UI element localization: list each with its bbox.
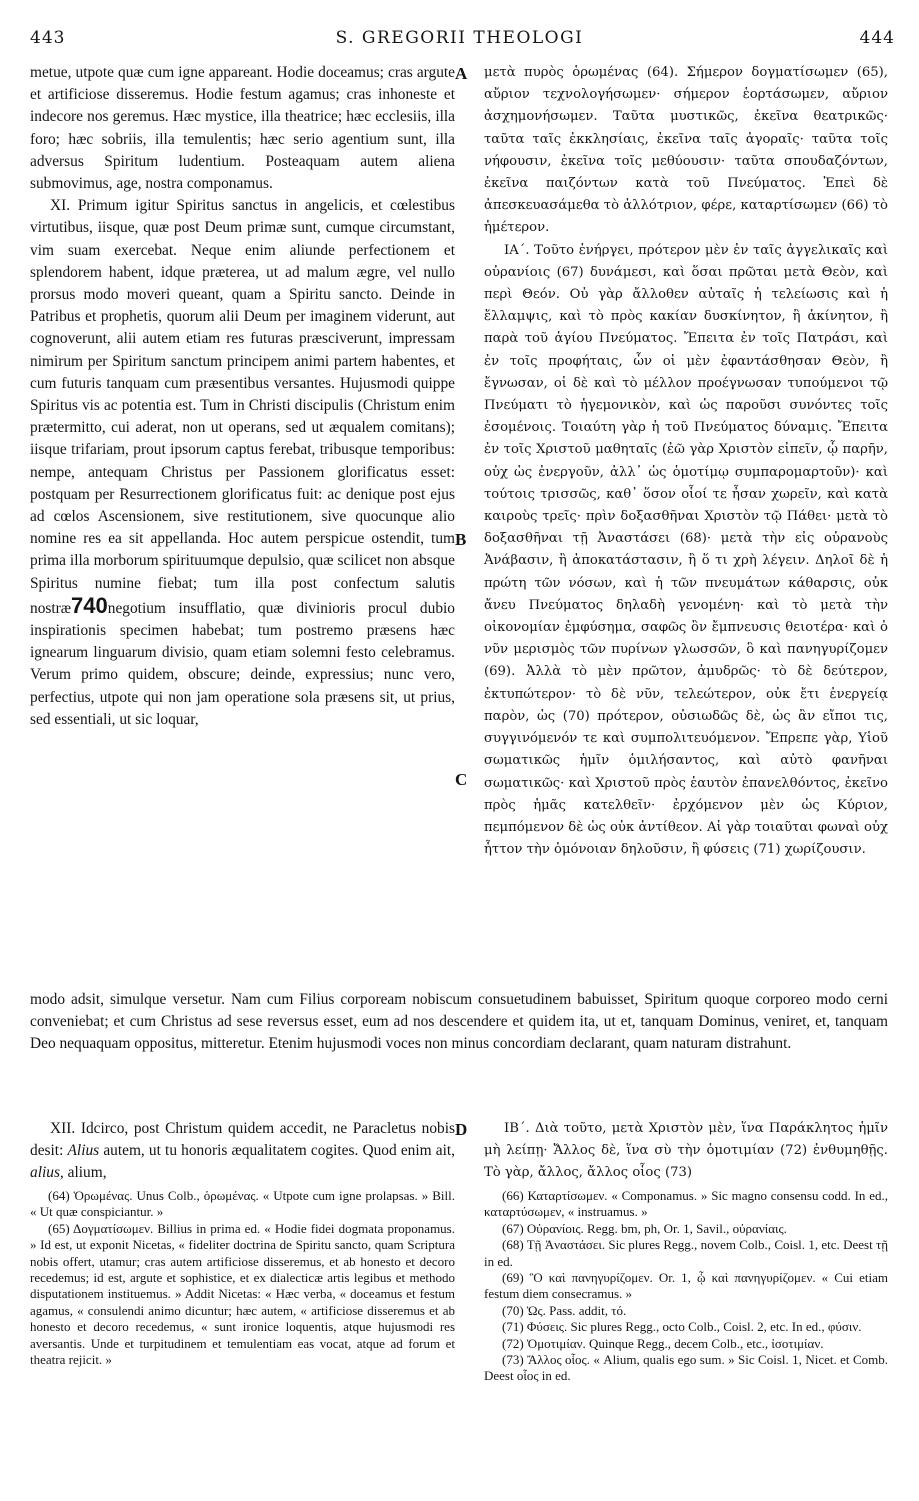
latin-xi-text-before: XI. Primum igitur Spiritus sanctus in angelicis, et cœlestibus virtutibus, iisque, quæ post Deum primæ sunt, cumque circumstant, vim suam exercebat. Neque enim aliunde perfectionem et splendorem habent, idque præterea, ut ad malum ægre, vel nullo prorsus modo moveri queant, quam a Spiritu sancto. Deinde in Patribus et prophetis, quorum alii Deum per imaginem viderunt, aut cognoverunt, alii autem etiam res futuras præsciverunt, impressam nimirum per Spiritum sanctum principem animi partem habentes, et cum futuris tanquam cum præsentibus versantes. Hujusmodi quippe Spiritus vis ac potentia est. Tum in Christi discipulis (Christum enim prætermitto, cui aderat, non ut operans, sed ut æqualem comitans); iisque trifariam, prout ipsorum captus ferebat, tribusque temporibus: nempe, antequam Christus per Passionem glorificatus esset: postquam per Resurrectionem glorificatus fuit: ac denique post ejus ad cœlos Ascensionem, sive restitutionem, sive quocunque alio nomine res ea sit appellanda. Hoc autem perspicue ostendit, tum prima illa morborum spirituumque depulsio, quæ scilicet non absque Spiritus numine fiebat; tum illa post confectum salutis nostræ	[30, 197, 455, 617]
footnote-69: (69) Ὃ καὶ πανηγυρίζομεν. Or. 1, ᾧ καὶ πανηγυρίζομεν. « Cui etiam festum diem consecramus. »	[484, 1270, 888, 1302]
migne-column-number: 740	[71, 592, 108, 618]
footnote-64: (64) Ὁρωμένας. Unus Colb., ὁρωμένας. « Utpote cum igne prolapsas. » Bill. « Ut quæ conspiciantur. »	[30, 1188, 455, 1220]
latin-xii-text-b: autem, ut tu honoris æqualitatem cogites. Quod enim ait,	[103, 1142, 455, 1160]
latin-xi-text-after: negotium insufflatio, quæ divinioris procul dubio inspirationis specimen habebat; tum postremo præsens hæc ignearum linguarum divisio, quam etiam solemni festo celebramus. Verum primo quidem, obscure; deinde, expressius; nunc vero, perfectius, utpote qui non jam operatione sola præsens sit, ut prius, sed essentiali, ut sic loquar,	[30, 599, 455, 728]
footnote-71: (71) Φύσεις. Sic plures Regg., octo Colb., Coisl. 2, etc. In ed., φύσιν.	[502, 1319, 862, 1335]
margin-marker-c: C	[455, 770, 468, 789]
greek-column-top	[484, 62, 888, 861]
footnotes-right	[484, 1188, 888, 1385]
latin-paragraph-xi	[30, 195, 455, 731]
latin-xii-italic-alius-2: alius,	[30, 1164, 64, 1182]
page-number-left: 443	[30, 28, 66, 48]
latin-column-top	[30, 62, 455, 731]
footnote-65: (65) Δογματίσωμεν. Billius in prima ed. « Hodie fidei dogmata proponamus. » Id est, ut exponit Nicetas, « fideliter doctrina de Spiritu sancto, quam Scriptura nobis offert, utamur; cras autem artificiose disseremus, et ab honesto et decoro recedemus; id est, argute et sophistice, et ex dialecticæ artis legibus et methodo disputationem instituemus. » Addit Nicetas: « Hæc verba, « doceamus et festum agamus, « consulendi animo dicuntur; hæc autem, « artificiose disseremus et ab honesto et decoro recedemus, « sunt ironice loquentis, atque hujusmodi res aversantis. Unde et turpitudinem et temulentiam eas vocat, atque ad forum et theatra rejicit. »	[30, 1220, 455, 1368]
running-header	[0, 20, 919, 50]
margin-marker-d: D	[455, 1120, 468, 1139]
latin-paragraph-intro: metue, utpote quæ cum igne appareant. Hodie doceamus; cras argute et artificiose disseremus. Hodie festum agamus; cras inhoneste et indecore nos geremus. Hæc mystice, illa theatrice; hæc ecclesiis, illa foro; hæc sobriis, illa temulentis; hæc serio agentium sunt, illa adversus Spiritum ludentium. Posteaquam autem aliena submovimus, age, nostra componamus.	[30, 64, 455, 193]
latin-xii-text-a: Idcirco, post Christum quidem accedit, ne Paracletus nobis desit:	[30, 1120, 455, 1160]
page-number-right: 444	[859, 28, 895, 48]
greek-column-xii	[484, 1118, 888, 1185]
margin-marker-a: A	[455, 64, 468, 83]
greek-paragraph-ia: ΙΑ΄. Τοῦτο ἐνήργει, πρότερον μὲν ἐν ταῖς ἀγγελικαῖς καὶ οὐρανίοις (67) δυνάμεσι, καὶ ὅσαι πρῶται μετὰ Θεὸν, καὶ περὶ Θεόν. Οὐ γὰρ ἄλλοθεν αὐταῖς ἡ τελείωσις καὶ ἡ ἔλλαμψις, καὶ τὸ πρὸς κακίαν δυσκίνητον, ἢ ἀκίνητον, ἢ παρὰ τοῦ ἁγίου Πνεύματος. Ἔπειτα ἐν τοῖς Πατράσι, καὶ ἐν τοῖς προφήταις, ὧν οἱ μὲν ἐφαντάσθησαν Θεὸν, ἢ ἔγνωσαν, οἱ δὲ καὶ τὸ μέλλον προέγνωσαν τυπούμενοι τῷ Πνεύματι τὸ ἡγεμονικὸν, καὶ ὡς παροῦσι συνόντες τοῖς ἐσομένοις. Τοιαύτη γὰρ ἡ τοῦ Πνεύματος δύναμις. Ἔπειτα ἐν τοῖς Χριστοῦ μαθηταῖς (ἐῶ γὰρ Χριστὸν εἰπεῖν, ᾧ παρῆν, οὐχ ὡς ἐνεργοῦν, ἀλλ᾽ ὡς ὁμοτίμῳ συμπαρομαρτοῦν)· καὶ τούτοις τρισσῶς, καθ᾽ ὅσον οἷοί τε ἦσαν χωρεῖν, καὶ κατὰ καιροὺς τρεῖς· πρὶν δοξασθῆναι Χριστὸν τῷ Πάθει· μετὰ τὸ δοξασθῆναι τῇ Ἀναστάσει (68)· μετὰ τὴν εἰς οὐρανοὺς Ἀνάβασιν, ἢ ἀποκατάστασιν, ἢ ὅ τι χρὴ λέγειν. Δηλοῖ δὲ ἡ πρώτη τῶν νόσων, καὶ ἡ τῶν πνευμάτων κάθαρσις, οὐκ ἄνευ Πνεύματος δηλαδὴ γενομένη· καὶ τὸ μετὰ τὴν οἰκονομίαν ἐμφύσημα, σαφῶς ὂν ἔμπνευσις θειοτέρα· καὶ ὁ νῦν μερισμὸς τῶν πυρίνων γλωσσῶν, ὃ καὶ πανηγυρίζομεν (69). Ἀλλὰ τὸ μὲν πρῶτον, ἀμυδρῶς· τὸ δὲ δεύτερον, ἐκτυπώτερον· τὸ δὲ νῦν, τελεώτερον, οὐκ ἔτι ἐνεργείᾳ παρὸν, ὡς (70) πρότερον, οὐσιωδῶς δὲ, ὡς ἂν εἴποι τις, συγγινόμενόν τε καὶ συμπολιτευόμενον. Ἔπρεπε γὰρ, Υἱοῦ σωματικῶς ἡμῖν ὁμιλήσαντος, καὶ αὐτὸ φανῆναι σωματικῶς· καὶ Χριστοῦ πρὸς ἑαυτὸν ἐπανελθόντος, ἐκεῖνο πρὸς ἡμᾶς κατελθεῖν· ἐρχόμενον μὲν ὡς Κύριον, πεμπόμενον δὲ ὡς οὐκ ἀντίθεον. Αἱ γὰρ τοιαῦται φωναὶ οὐχ ἧττον τὴν ὁμόνοιαν δηλοῦσιν, ἢ φύσεις (71) χωρίζουσιν.	[484, 242, 888, 858]
footnote-68: (68) Τῇ Ἀναστάσει. Sic plures Regg., novem Colb., Coisl. 1, etc. Deest τῇ in ed.	[484, 1237, 888, 1269]
latin-paragraph-xii	[30, 1118, 455, 1185]
footnotes-left	[30, 1188, 455, 1368]
footnote-72: (72) Ὁμοτιμίαν. Quinque Regg., decem Colb., etc., ἰσοτιμίαν.	[502, 1335, 824, 1351]
margin-marker-b: B	[455, 530, 467, 549]
latin-xii-text-c: alium,	[67, 1164, 107, 1182]
latin-xii-number: XII.	[50, 1120, 76, 1137]
footnote-67: (67) Οὐρανίοις. Regg. bm, ph, Or. 1, Savil., οὐρανίαις.	[502, 1220, 787, 1236]
latin-paragraph-continued: modo adsit, simulque versetur. Nam cum Filius corpoream nobiscum consuetudinem babuisset, Spiritum quoque corporeo modo cerni conveniebat; et cum Christus ad sese reversus esset, eum ad nos descendere et quidem ita, ut et, tanquam Dominus, veniret, et, tanquam Deo nequaquam oppositus, mitteretur. Etenim hujusmodi voces non minus concordiam declarant, quam naturam distrahunt.	[30, 991, 888, 1053]
footnote-73: (73) Ἄλλος οἷος. « Alium, qualis ego sum. » Sic Coisl. 1, Nicet. et Comb. Deest οἷος in ed.	[484, 1352, 888, 1384]
footnote-66: (66) Καταρτίσωμεν. « Componamus. » Sic magno consensu codd. In ed., καταρτύσωμεν, « instruamus. »	[484, 1188, 888, 1220]
greek-paragraph-ib: ΙΒ΄. Διὰ τοῦτο, μετὰ Χριστὸν μὲν, ἵνα Παράκλητος ἡμῖν μὴ λείπῃ· Ἄλλος δὲ, ἵνα σὺ τὴν ὁμοτιμίαν (72) ἐνθυμηθῇς. Τὸ γὰρ, ἄλλος, ἄλλος οἷος (73)	[484, 1121, 888, 1181]
latin-xii-italic-alius: Alius	[67, 1142, 100, 1160]
running-title: S. GREGORII THEOLOGI	[335, 28, 584, 48]
greek-paragraph-intro: μετὰ πυρὸς ὁρωμένας (64). Σήμερον δογματίσωμεν (65), αὔριον τεχνολογήσωμεν· σήμερον ἑορτάσωμεν, αὔριον ἀσχημονήσωμεν. Ταῦτα μυστικῶς, ἐκεῖνα θεατρικῶς· ταῦτα ταῖς ἐκκλησίαις, ἐκεῖνα ταῖς ἀγοραῖς· ταῦτα τοῖς νήφουσιν, ἐκεῖνα τοῖς μεθύουσιν· ταῦτα σπουδαζόντων, ἐκεῖνα παιζόντων κατὰ τοῦ Πνεύματος. Ἐπεὶ δὲ ἀπεσκευασάμεθα τὸ ἀλλότριον, φέρε, καταρτίσωμεν (66) τὸ ἡμέτερον.	[484, 65, 888, 236]
footnote-70: (70) Ὡς. Pass. addit, τό.	[502, 1302, 627, 1318]
latin-column-xii	[30, 1118, 455, 1185]
latin-full-width-block	[30, 989, 888, 1056]
